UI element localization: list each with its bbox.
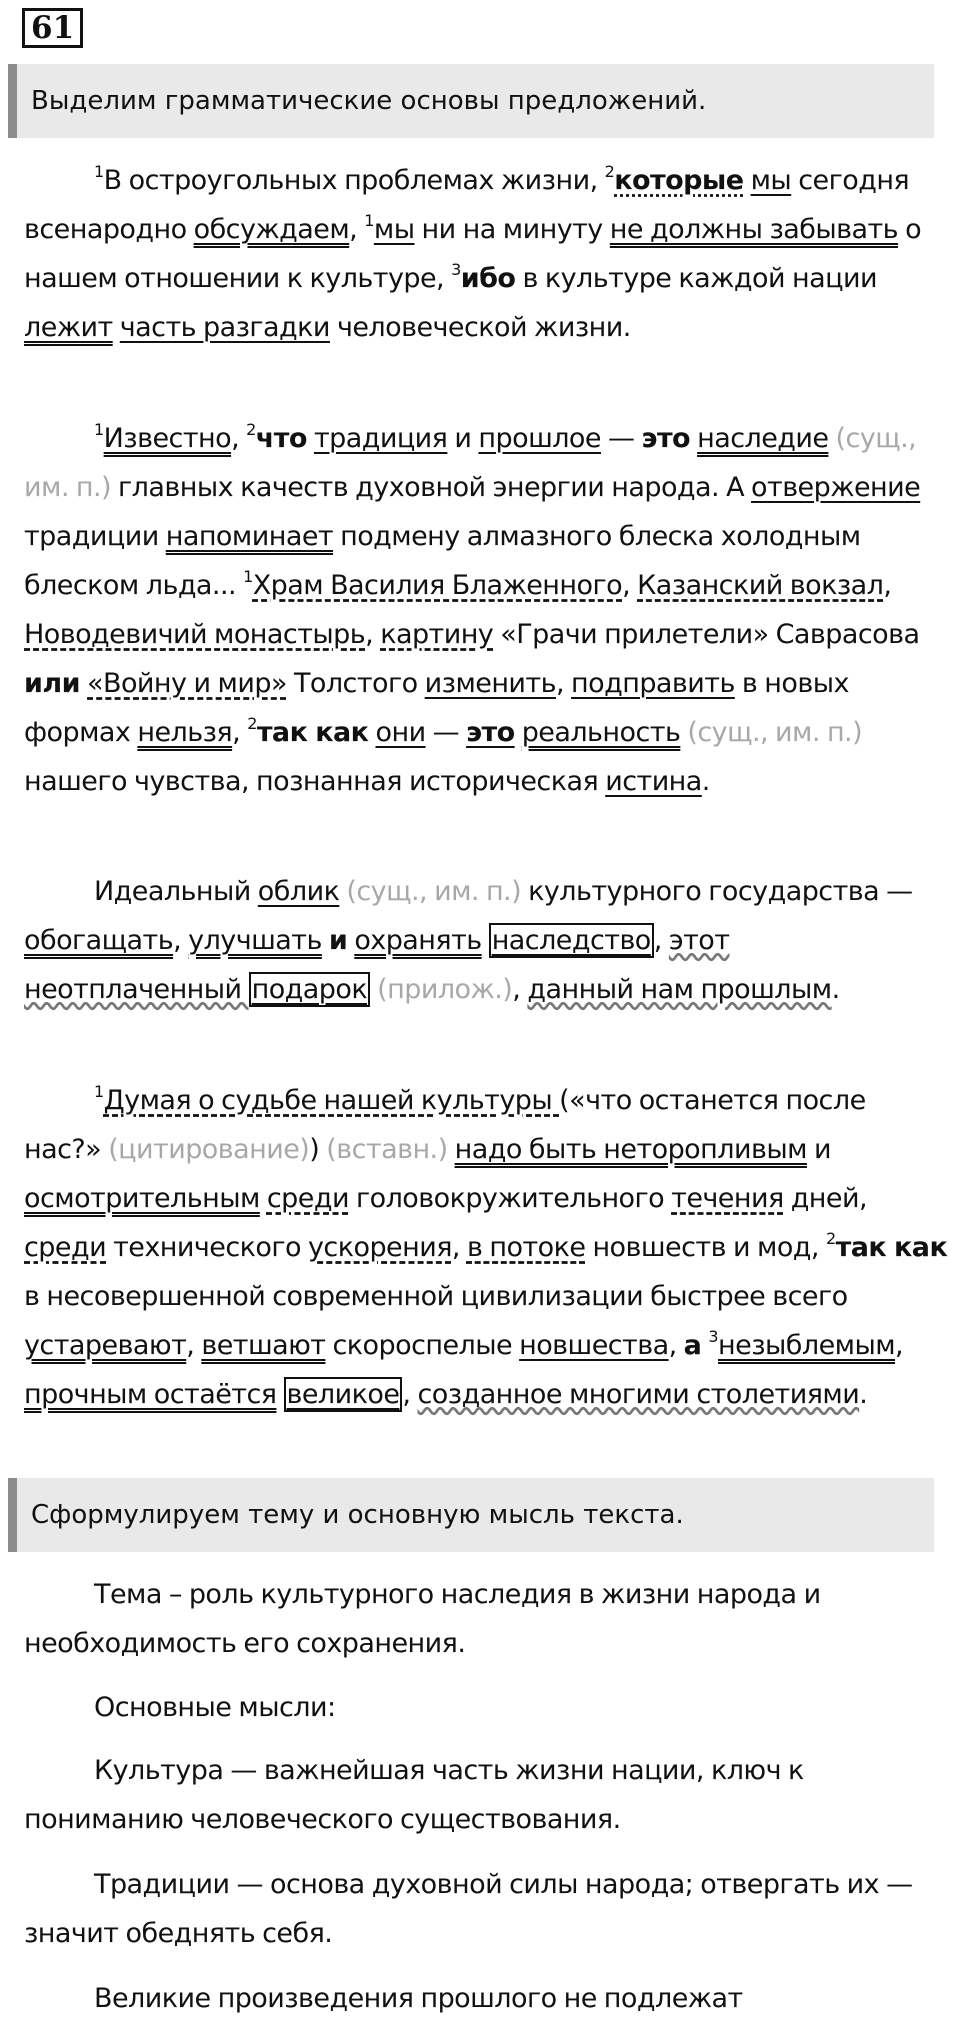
- adverbial: течения: [671, 1183, 784, 1214]
- adverbial: в потоке: [466, 1232, 586, 1263]
- clause-number: 1: [94, 162, 104, 181]
- text-run: .: [859, 1379, 868, 1410]
- attribute: данный нам прошлым: [527, 974, 832, 1005]
- theme-paragraph: Тема – роль культурного наследия в жизни народа и необходимость его сохранения.: [24, 1579, 821, 1659]
- subject: истина: [605, 766, 702, 797]
- text-run: «Грачи прилетели» Саврасова: [493, 619, 920, 650]
- clause-number: 1: [94, 420, 104, 439]
- predicate: осмотрительным: [24, 1183, 260, 1214]
- boxed-object: наследство: [489, 923, 654, 958]
- subject: изменить: [424, 668, 556, 699]
- text-run: в несовершенной современной цивилизации быстрее всего: [24, 1281, 848, 1312]
- section-header-text: Выделим грамматические основы предложений.: [31, 86, 707, 116]
- text-run: ,: [555, 668, 572, 699]
- text-run: —: [425, 717, 467, 748]
- text-run: («что останется после нас?»: [24, 1085, 866, 1165]
- predicate: прочным остаётся: [24, 1379, 277, 1410]
- particle: это: [466, 717, 515, 748]
- text-run: и: [806, 1134, 831, 1165]
- text-run: —: [600, 423, 642, 454]
- text-run: ,: [173, 925, 189, 956]
- subject: часть разгадки: [119, 312, 330, 343]
- subject: они: [375, 717, 426, 748]
- clause-number: 2: [247, 714, 257, 733]
- text-run: ,: [402, 1379, 418, 1410]
- adverbial: среди: [24, 1232, 107, 1263]
- object: Казанский вокзал: [637, 570, 884, 601]
- text-run: ,: [653, 925, 669, 956]
- conjunction-word: которые: [614, 165, 744, 196]
- subject: подправить: [571, 668, 735, 699]
- object: Храм Василия Блаженного: [252, 570, 623, 601]
- text-run: ,: [365, 619, 381, 650]
- text-run: .: [701, 766, 710, 797]
- text-run: сегодня всенародно: [24, 165, 910, 245]
- clause-number: 1: [94, 1082, 104, 1101]
- predicate: обсуждаем: [193, 214, 350, 245]
- predicate: ветшают: [201, 1330, 326, 1361]
- text-run: дней,: [783, 1183, 868, 1214]
- text-run: ,: [622, 570, 638, 601]
- predicate: лежит: [24, 312, 113, 343]
- text-run: традиции: [24, 521, 166, 552]
- main-idea-3: Великие произведения прошлого не подлежат: [94, 1983, 743, 2014]
- conjunction: так как: [256, 717, 369, 748]
- grammar-note: (вставн.): [326, 1134, 448, 1165]
- clause-number: 3: [451, 260, 461, 279]
- grammar-note: (цитирование): [108, 1134, 310, 1165]
- subject: традиция: [313, 423, 448, 454]
- text-run: ,: [349, 214, 365, 245]
- text-run: [482, 925, 489, 956]
- text-run: [80, 668, 87, 699]
- clause-number: 1: [364, 211, 374, 230]
- grammar-note: (прилож.): [377, 974, 513, 1005]
- particle: это: [641, 423, 691, 454]
- adverbial: среди: [266, 1183, 349, 1214]
- grammar-note: (сущ., им. п.): [346, 876, 522, 907]
- text-run: [368, 717, 375, 748]
- text-run: ): [309, 1134, 320, 1165]
- text-run: скороспелые: [325, 1330, 520, 1361]
- grammar-note: (сущ., им. п.): [687, 717, 863, 748]
- predicate: нельзя: [137, 717, 233, 748]
- text-run: [322, 925, 329, 956]
- subject: облик: [257, 876, 340, 907]
- attribute: созданное многими столетиями: [417, 1379, 860, 1410]
- predicate: улучшать: [188, 925, 322, 956]
- subject: мы: [750, 165, 792, 196]
- object: Новодевичий монастырь: [24, 619, 366, 650]
- text-run: головокружительного: [348, 1183, 672, 1214]
- predicate: напоминает: [165, 521, 334, 552]
- clause-number: 3: [708, 1327, 719, 1346]
- section-header-theme: [8, 1478, 934, 1552]
- conjunction: и: [328, 925, 348, 956]
- predicate: не должны забывать: [609, 214, 899, 245]
- boxed-object: подарок: [249, 972, 371, 1007]
- conjunction: что: [255, 423, 307, 454]
- section-header-basics: [8, 64, 934, 138]
- adverbial: ускорения: [308, 1232, 452, 1263]
- text-run: [260, 1183, 267, 1214]
- text-run: технического: [106, 1232, 308, 1263]
- text-run: ,: [895, 1330, 904, 1361]
- subject: мы: [373, 214, 415, 245]
- predicate: надо быть неторопливым: [454, 1134, 807, 1165]
- paragraph-2: [24, 414, 948, 806]
- text-run: ,: [668, 1330, 684, 1361]
- conjunction: так как: [835, 1232, 948, 1263]
- attribute: этот неотплаченный: [24, 925, 730, 1005]
- predicate: незыблемым: [718, 1330, 896, 1361]
- text-run: подмену алмазного блеска холодным блеском льда...: [24, 521, 861, 601]
- conjunction: или: [24, 668, 80, 699]
- predicate: наследие: [697, 423, 829, 454]
- paragraph-1: [24, 156, 948, 352]
- text-run: В остроугольных проблемах жизни,: [103, 165, 605, 196]
- text-run: ,: [231, 423, 247, 454]
- paragraph-4: [24, 1076, 948, 1419]
- text-run: [307, 423, 314, 454]
- predicate: обогащать: [24, 925, 174, 956]
- text-run: в культуре каждой нации: [515, 263, 877, 294]
- main-idea-2: Традиции — основа духовной силы народа; отвергать их — значит обеднять себя.: [24, 1869, 913, 1949]
- predicate: устаревают: [24, 1330, 187, 1361]
- predicate: охранять: [354, 925, 482, 956]
- text-run: нашего чувства, познанная историческая: [24, 766, 606, 797]
- conjunction: а: [683, 1330, 702, 1361]
- text-run: ,: [512, 974, 528, 1005]
- text-run: в новых формах: [24, 668, 849, 748]
- text-run: о нашем отношении к культуре,: [24, 214, 922, 294]
- section-header-text: Сформулируем тему и основную мысль текста.: [31, 1500, 684, 1530]
- text-run: [113, 312, 120, 343]
- text-run: главных качеств духовной энергии народа. А: [111, 472, 752, 503]
- text-run: культурного государства —: [521, 876, 913, 907]
- main-ideas-label: Основные мысли:: [94, 1692, 336, 1723]
- text-run: ,: [451, 1232, 467, 1263]
- main-idea-1: Культура — важнейшая часть жизни нации, ключ к пониманию человеческого существования.: [24, 1755, 804, 1835]
- text-run: ,: [232, 717, 248, 748]
- text-run: .: [831, 974, 840, 1005]
- text-run: Толстого: [286, 668, 425, 699]
- grammar-note: (сущ., им. п.): [24, 423, 917, 503]
- text-run: Идеальный: [94, 876, 258, 907]
- paragraph-3: [24, 867, 948, 1014]
- subject: отвержение: [751, 472, 921, 503]
- predicate: реальность: [521, 717, 681, 748]
- adverbial: Думая о судьбе нашей культуры: [103, 1085, 560, 1116]
- task-number-badge: 61: [22, 8, 83, 48]
- text-run: ,: [186, 1330, 202, 1361]
- text-run: ни на минуту: [414, 214, 610, 245]
- text-run: и: [447, 423, 479, 454]
- boxed-subject: великое: [284, 1377, 403, 1412]
- clause-number: 2: [825, 1229, 836, 1248]
- clause-number: 1: [243, 567, 253, 586]
- text-run: новшеств и мод,: [585, 1232, 826, 1263]
- clause-number: 2: [246, 420, 256, 439]
- subject: прошлое: [478, 423, 601, 454]
- text-run: [276, 1379, 283, 1410]
- text-run: ,: [883, 570, 892, 601]
- text-run: [448, 1134, 455, 1165]
- clause-number: 2: [604, 162, 615, 181]
- text-run: [744, 165, 751, 196]
- object: картину: [380, 619, 494, 650]
- conjunction: ибо: [460, 263, 516, 294]
- object: «Войну и мир»: [87, 668, 287, 699]
- predicate: Известно: [103, 423, 232, 454]
- text-run: [515, 717, 522, 748]
- subject: новшества: [519, 1330, 669, 1361]
- text-run: человеческой жизни.: [329, 312, 631, 343]
